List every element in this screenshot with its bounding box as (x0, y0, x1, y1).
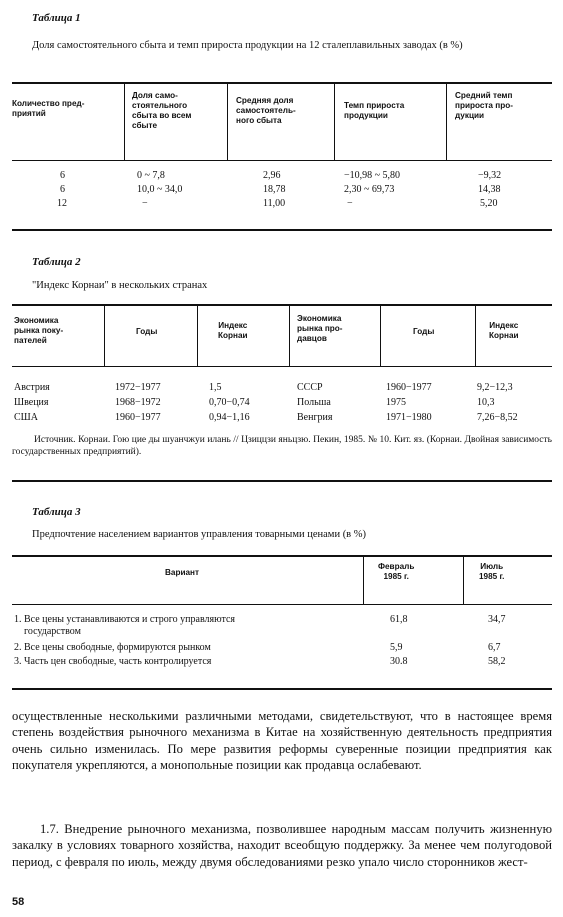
table1-title: Доля самостоятельного сбыта и темп прироста продукции на 12 сталеплавильных заводах (в %) (32, 40, 463, 51)
body-paragraph: осуществленные несколькими различными методами, свидетельствуют, что в настоящее время степень воздействия рыночного механизма в Китае на хозяйственную деятельность предприятия очень сильно изменилась. По мере развития реформы суверенные позиции предприятия как покупателя укрепляются, а монопольные позиции как продавца ослабевают. (12, 709, 552, 772)
table3-cell: 2. Все цены свободные, формируются рынком (14, 642, 211, 653)
table3-vline-1 (363, 557, 364, 604)
table2-cell: 7,26−8,52 (477, 412, 518, 423)
table3-cell: 6,7 (488, 642, 501, 653)
table1-cell: 12 (57, 198, 67, 209)
table1-cell: −10,98 ~ 5,80 (344, 170, 401, 181)
table1-cell: 11,00 (263, 198, 286, 209)
table3-header-variant: Вариант (165, 568, 200, 577)
table3-cell: 61,8 (390, 614, 408, 625)
table1-vline-2 (227, 84, 228, 160)
table2-vline-2 (197, 306, 198, 366)
table2-cell: США (14, 412, 38, 423)
table1-cell: − (347, 198, 353, 209)
table2-cell: 1968−1972 (115, 397, 161, 408)
table3-header-february: Февраль 1985 г. (378, 562, 415, 581)
table1-header-share: Доля само- стоятельного сбыта во всем сбыте (132, 91, 192, 130)
table2-cell: Польша (297, 397, 331, 408)
table2-cell: Швеция (14, 397, 49, 408)
table1-cell: 10,0 ~ 34,0 (137, 184, 183, 195)
table2-cell: 1975 (386, 397, 406, 408)
table2-header-years: Годы (136, 327, 158, 336)
table2-header-kornai-index-2: Индекс Корнаи (489, 321, 519, 340)
table2-header-rule (12, 366, 552, 367)
table1-header-enterprises: Количество пред- приятий (12, 99, 85, 118)
table1-caption: Таблица 1 (32, 12, 81, 24)
table1-cell: 14,38 (478, 184, 501, 195)
table2-vline-5 (475, 306, 476, 366)
table1-cell: 18,78 (263, 184, 286, 195)
table3-caption: Таблица 3 (32, 506, 81, 518)
table2-vline-1 (104, 306, 105, 366)
table2-cell: Венгрия (297, 412, 333, 423)
table3-cell: 1. Все цены устанавливаются и строго управляются государством (14, 614, 235, 637)
table2-cell: 1,5 (209, 382, 222, 393)
table3-cell: 3. Часть цен свободные, часть контролируется (14, 656, 212, 667)
table3-header-july: Июль 1985 г. (479, 562, 505, 581)
table3-header-rule (12, 604, 552, 605)
table2-cell: 1960−1977 (115, 412, 161, 423)
table2-cell: Австрия (14, 382, 50, 393)
table1-header-growth: Темп прироста продукции (344, 101, 405, 120)
table2-header-buyer-market: Экономика рынка поку- пателей (14, 316, 64, 345)
table1-bottom-rule (12, 229, 552, 231)
table2-caption: Таблица 2 (32, 256, 81, 268)
table1-cell: 5,20 (480, 198, 498, 209)
table2-cell: 10,3 (477, 397, 495, 408)
table3-vline-2 (463, 557, 464, 604)
table1-cell: 6 (60, 184, 65, 195)
table1-cell: −9,32 (478, 170, 502, 181)
table2-cell: 1971−1980 (386, 412, 432, 423)
table1-header-rule (12, 160, 552, 161)
table1-cell: 0 ~ 7,8 (137, 170, 165, 181)
table1-cell: 6 (60, 170, 65, 181)
table2-cell: 1960−1977 (386, 382, 432, 393)
table2-cell: 0,94−1,16 (209, 412, 250, 423)
table3-cell: 58,2 (488, 656, 506, 667)
table1-top-rule (12, 82, 552, 84)
table3-cell: 34,7 (488, 614, 506, 625)
table1-vline-3 (334, 84, 335, 160)
table2-title: "Индекс Корнаи" в нескольких странах (32, 280, 208, 291)
table3-title: Предпочтение населением вариантов управления товарными ценами (в %) (32, 529, 367, 540)
table2-cell: 0,70−0,74 (209, 397, 250, 408)
table3-top-rule (12, 555, 552, 557)
table1-cell: 2,30 ~ 69,73 (344, 184, 395, 195)
table2-bottom-rule (12, 480, 552, 482)
table2-cell: 9,2−12,3 (477, 382, 513, 393)
table2-source-note: Источник. Корнаи. Гою цие ды шуанчжуи илань // Цзиццзи яньцзю. Пекин, 1985. № 10. Кит. яз. (Корнаи. Двойная зависимость государственных предприятий). (12, 435, 552, 457)
table3-bottom-rule (12, 688, 552, 690)
table2-header-years-2: Годы (413, 327, 435, 336)
table3-cell: 5,9 (390, 642, 403, 653)
table2-header-seller-market: Экономика рынка про- давцов (297, 314, 343, 343)
table2-header-kornai-index: Индекс Корнаи (218, 321, 248, 340)
table2-vline-3 (289, 306, 290, 366)
table2-cell: 1972−1977 (115, 382, 161, 393)
table1-cell: − (142, 198, 148, 209)
table1-vline-1 (124, 84, 125, 160)
table1-header-avg-share: Средняя доля самостоятель- ного сбыта (236, 96, 296, 125)
table2-vline-4 (380, 306, 381, 366)
body-paragraph: 1.7. Внедрение рыночного механизма, позволившее народным массам получить жизненную закалку в условиях товарного хозяйства, находит всеобщую поддержку. За менее чем полугодовой период, с февраля по июль, между двумя обследованиями резко упало число сторонников жест- (12, 822, 552, 869)
table1-vline-4 (446, 84, 447, 160)
page-number: 58 (12, 896, 25, 908)
table2-top-rule (12, 304, 552, 306)
table2-cell: СССР (297, 382, 323, 393)
table1-header-avg-growth: Средний темп прироста про- дукции (455, 91, 513, 120)
table1-cell: 2,96 (263, 170, 281, 181)
table3-cell: 30.8 (390, 656, 408, 667)
